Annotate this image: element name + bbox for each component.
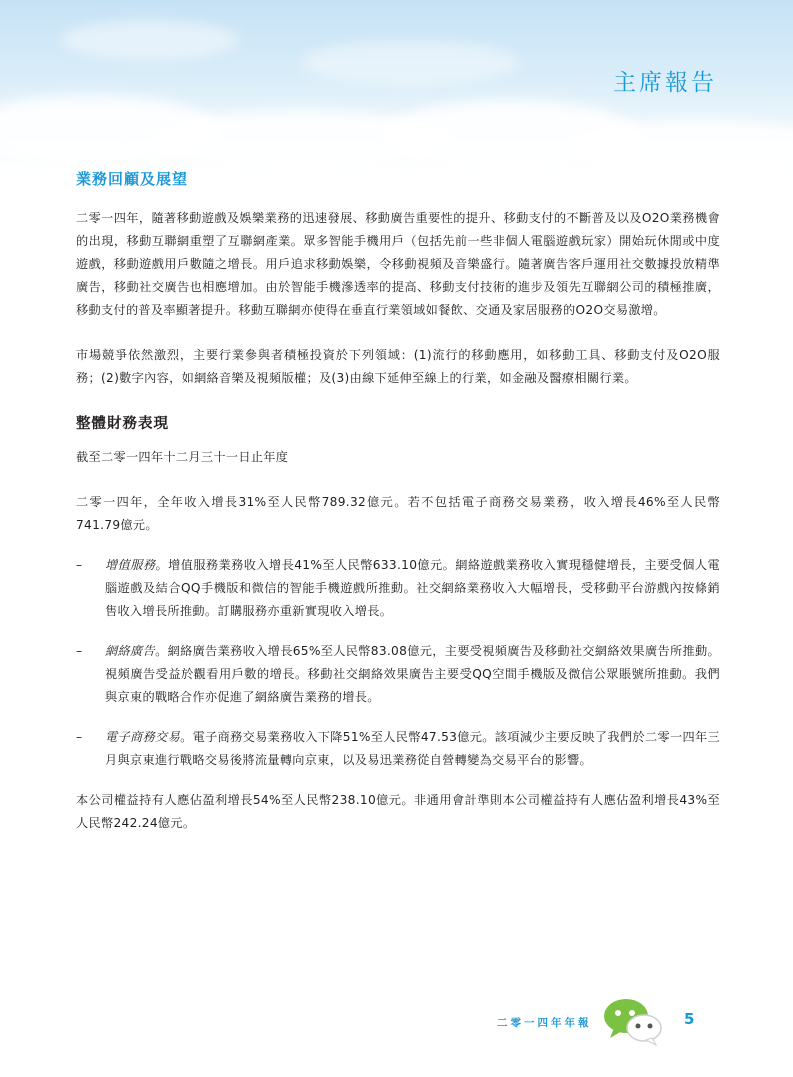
bullet-ecommerce (76, 726, 720, 772)
page-number: 5 (684, 1010, 695, 1028)
revenue-intro: 二零一四年，全年收入增長31%至人民幣789.32億元。若不包括電子商務交易業務，收入增長46%至人民幣741.79億元。 (76, 495, 720, 532)
paragraph-overview: 二零一四年，隨著移動遊戲及娛樂業務的迅速發展、移動廣告重要性的提升、移動支付的不斷普及以及O2O業務機會的出現，移動互聯網重塑了互聯網產業。眾多智能手機用戶（包括先前一些非個人電腦遊戲玩家）開始玩休閒或中度遊戲，移動遊戲用戶數隨之增長。用戶追求移動娛樂，令移動視頻及音樂盛行。隨著廣告客戶運用社交數據投放精準廣告，移動社交廣告也相應增加。由於智能手機滲透率的提高、移動支付技術的進步及領先互聯網公司的積極推廣，移動支付的普及率顯著提升。移動互聯網亦使得在垂直行業領域如餐飲、交通及家居服務的O2O交易激增。 (76, 211, 720, 317)
bullet-text: 。增值服務業務收入增長41%至人民幣633.10億元。網絡遊戲業務收入實現穩健增長，主要受個人電腦遊戲及結合QQ手機版和微信的智能手機遊戲所推動。社交網絡業務收入大幅增長，受移動平台游戲內按條銷售收入增長所推動。訂購服務亦重新實現收入增長。 (105, 558, 720, 618)
section-heading: 業務回顧及展望 (76, 170, 189, 188)
bullet-text: 。網絡廣告業務收入增長65%至人民幣83.08億元，主要受視頻廣告及移動社交網絡效果廣告所推動。視頻廣告受益於觀看用戶數的增長。移動社交網絡效果廣告主要受QQ空間手機版及微信公眾賬號所推動。我們與京東的戰略合作亦促進了網絡廣告業務的增長。 (105, 644, 720, 704)
bullet-term: 增值服務 (105, 558, 156, 572)
bullet-dash: – (76, 558, 83, 572)
bullet-dash: – (76, 730, 83, 744)
financial-heading: 整體財務表現 (76, 416, 169, 432)
footer-annual-report-label: 二零一四年年報 (497, 1017, 592, 1029)
paragraph-competition: 市場競爭依然激烈，主要行業參與者積極投資於下列領域：(1)流行的移動應用，如移動工具、移動支付及O2O服務；(2)數字內容，如網絡音樂及視頻版權；及(3)由線下延伸至線上的行業，如金融及醫療相關行業。 (76, 348, 720, 385)
bullet-text: 。電子商務交易業務收入下降51%至人民幣47.53億元。該項減少主要反映了我們於二零一四年三月與京東進行戰略交易後將流量轉向京東，以及易迅業務從自營轉變為交易平台的影響。 (105, 730, 720, 767)
bullet-term: 網絡廣告 (105, 644, 156, 658)
bullet-vas (76, 554, 720, 623)
profit-summary: 本公司權益持有人應佔盈利增長54%至人民幣238.10億元。非通用會計準則本公司權益持有人應佔盈利增長43%至人民幣242.24億元。 (76, 793, 720, 830)
bullet-dash: – (76, 644, 83, 658)
wechat-logo-icon (600, 996, 664, 1046)
main-content (76, 168, 720, 835)
page-title: 主席報告 (613, 70, 717, 96)
period-label: 截至二零一四年十二月三十一日止年度 (76, 450, 289, 464)
bullet-online-ads (76, 640, 720, 709)
bullet-term: 電子商務交易 (105, 730, 181, 744)
